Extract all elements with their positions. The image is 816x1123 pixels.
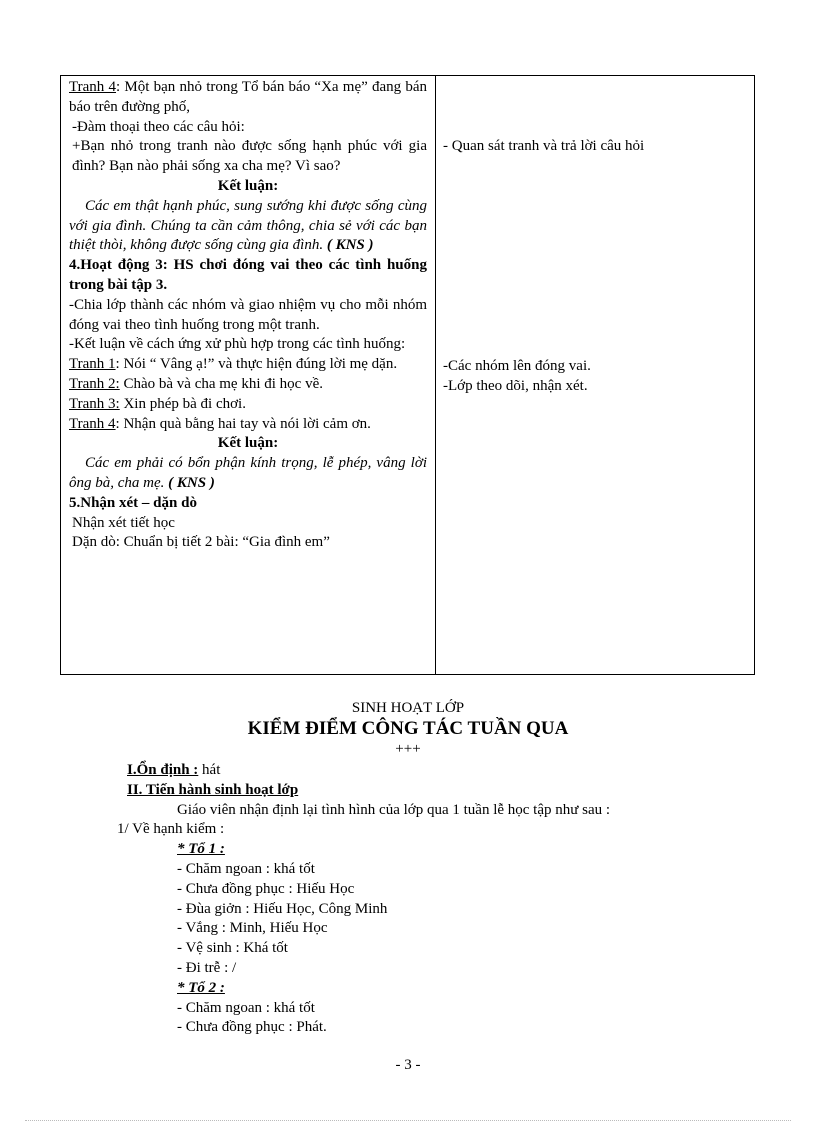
section-subtitle: SINH HOẠT LỚP: [351, 700, 465, 716]
table-row: -Kết luận về cách ứng xử phù hợp trong các tình huống:: [69, 336, 406, 353]
activity-heading: 5.Nhận xét – dặn dò: [69, 494, 197, 511]
conclusion-text: Các em thật hạnh phúc, sung sướng khi được sống cùng với gia đình. Chúng ta cần cảm thông, chia sẻ với các bạn thiệt thòi, không được sống cùng gia đình. ( KNS ): [69, 197, 427, 254]
intro-text: Giáo viên nhận định lại tình hình của lớp qua 1 tuần lễ học tập như sau :: [177, 801, 611, 818]
column-divider: [435, 76, 436, 674]
list-item: - Đi trễ : /: [177, 959, 237, 976]
table-row: Nhận xét tiết học: [72, 514, 175, 531]
activity-heading: 4.Hoạt động 3: HS chơi đóng vai theo các tình huống trong bài tập 3.: [69, 257, 427, 293]
table-row: Tranh 4: Nhận quà bằng hai tay và nói lời cảm ơn.: [69, 415, 371, 432]
group-2-heading: * Tổ 2 :: [177, 979, 225, 996]
table-row: Tranh 2: Chào bà và cha mẹ khi đi học về.: [69, 375, 323, 392]
class-review-body: [117, 761, 611, 1038]
section-marks: +++: [395, 741, 421, 757]
item-proceed: II. Tiến hành sinh hoạt lớp: [127, 781, 299, 798]
list-item: - Vệ sinh : Khá tốt: [177, 940, 288, 957]
student-answer: -Các nhóm lên đóng vai.: [443, 358, 591, 374]
list-item: - Chăm ngoan : khá tốt: [177, 860, 315, 877]
conclusion-heading: Kết luận:: [217, 177, 279, 194]
student-answer: - Quan sát tranh và trả lời câu hỏi: [443, 138, 645, 154]
table-row: Tranh 1: Nói “ Vâng ạ!” và thực hiện đúng lời mẹ dặn.: [69, 356, 398, 373]
page-number: - 3 -: [395, 1057, 421, 1073]
item-stabilize: I.Ổn định : hát: [127, 762, 221, 778]
table-row: Dặn dò: Chuẩn bị tiết 2 bài: “Gia đình em”: [72, 534, 330, 551]
list-item: - Vắng : Minh, Hiếu Học: [177, 920, 328, 937]
lesson-table: [60, 75, 755, 675]
conclusion-heading: Kết luận:: [217, 435, 279, 452]
table-row: -Đàm thoại theo các câu hỏi:: [72, 118, 245, 135]
conclusion-text: Các em phải có bổn phận kính trọng, lễ phép, vâng lời ông bà, cha mẹ. ( KNS ): [69, 455, 427, 491]
teacher-column: [69, 78, 427, 553]
subheading-conduct: 1/ Về hạnh kiểm :: [117, 821, 225, 838]
table-row: Tranh 3: Xin phép bà đi chơi.: [69, 395, 246, 412]
table-row: Tranh 4: Một bạn nhỏ trong Tổ bán báo “Xa mẹ” đang bán báo trên đường phố,: [69, 79, 427, 115]
list-item: - Chưa đồng phục : Phát.: [177, 1019, 327, 1036]
student-answer: -Lớp theo dõi, nhận xét.: [443, 378, 588, 394]
group-1-heading: * Tổ 1 :: [177, 841, 225, 858]
table-row: -Chia lớp thành các nhóm và giao nhiệm vụ cho mỗi nhóm đóng vai theo tình huống trong một tranh.: [69, 296, 427, 333]
table-row: +Bạn nhỏ trong tranh nào được sống hạnh phúc với gia đình? Bạn nào phải sống xa cha mẹ? Vì sao?: [72, 138, 427, 175]
page-border: [25, 1120, 791, 1121]
section-title: KIỂM ĐIỂM CÔNG TÁC TUẦN QUA: [247, 718, 569, 739]
list-item: - Chưa đồng phục : Hiếu Học: [177, 880, 355, 897]
list-item: - Đùa giởn : Hiếu Học, Công Minh: [177, 900, 388, 917]
list-item: - Chăm ngoan : khá tốt: [177, 999, 315, 1016]
